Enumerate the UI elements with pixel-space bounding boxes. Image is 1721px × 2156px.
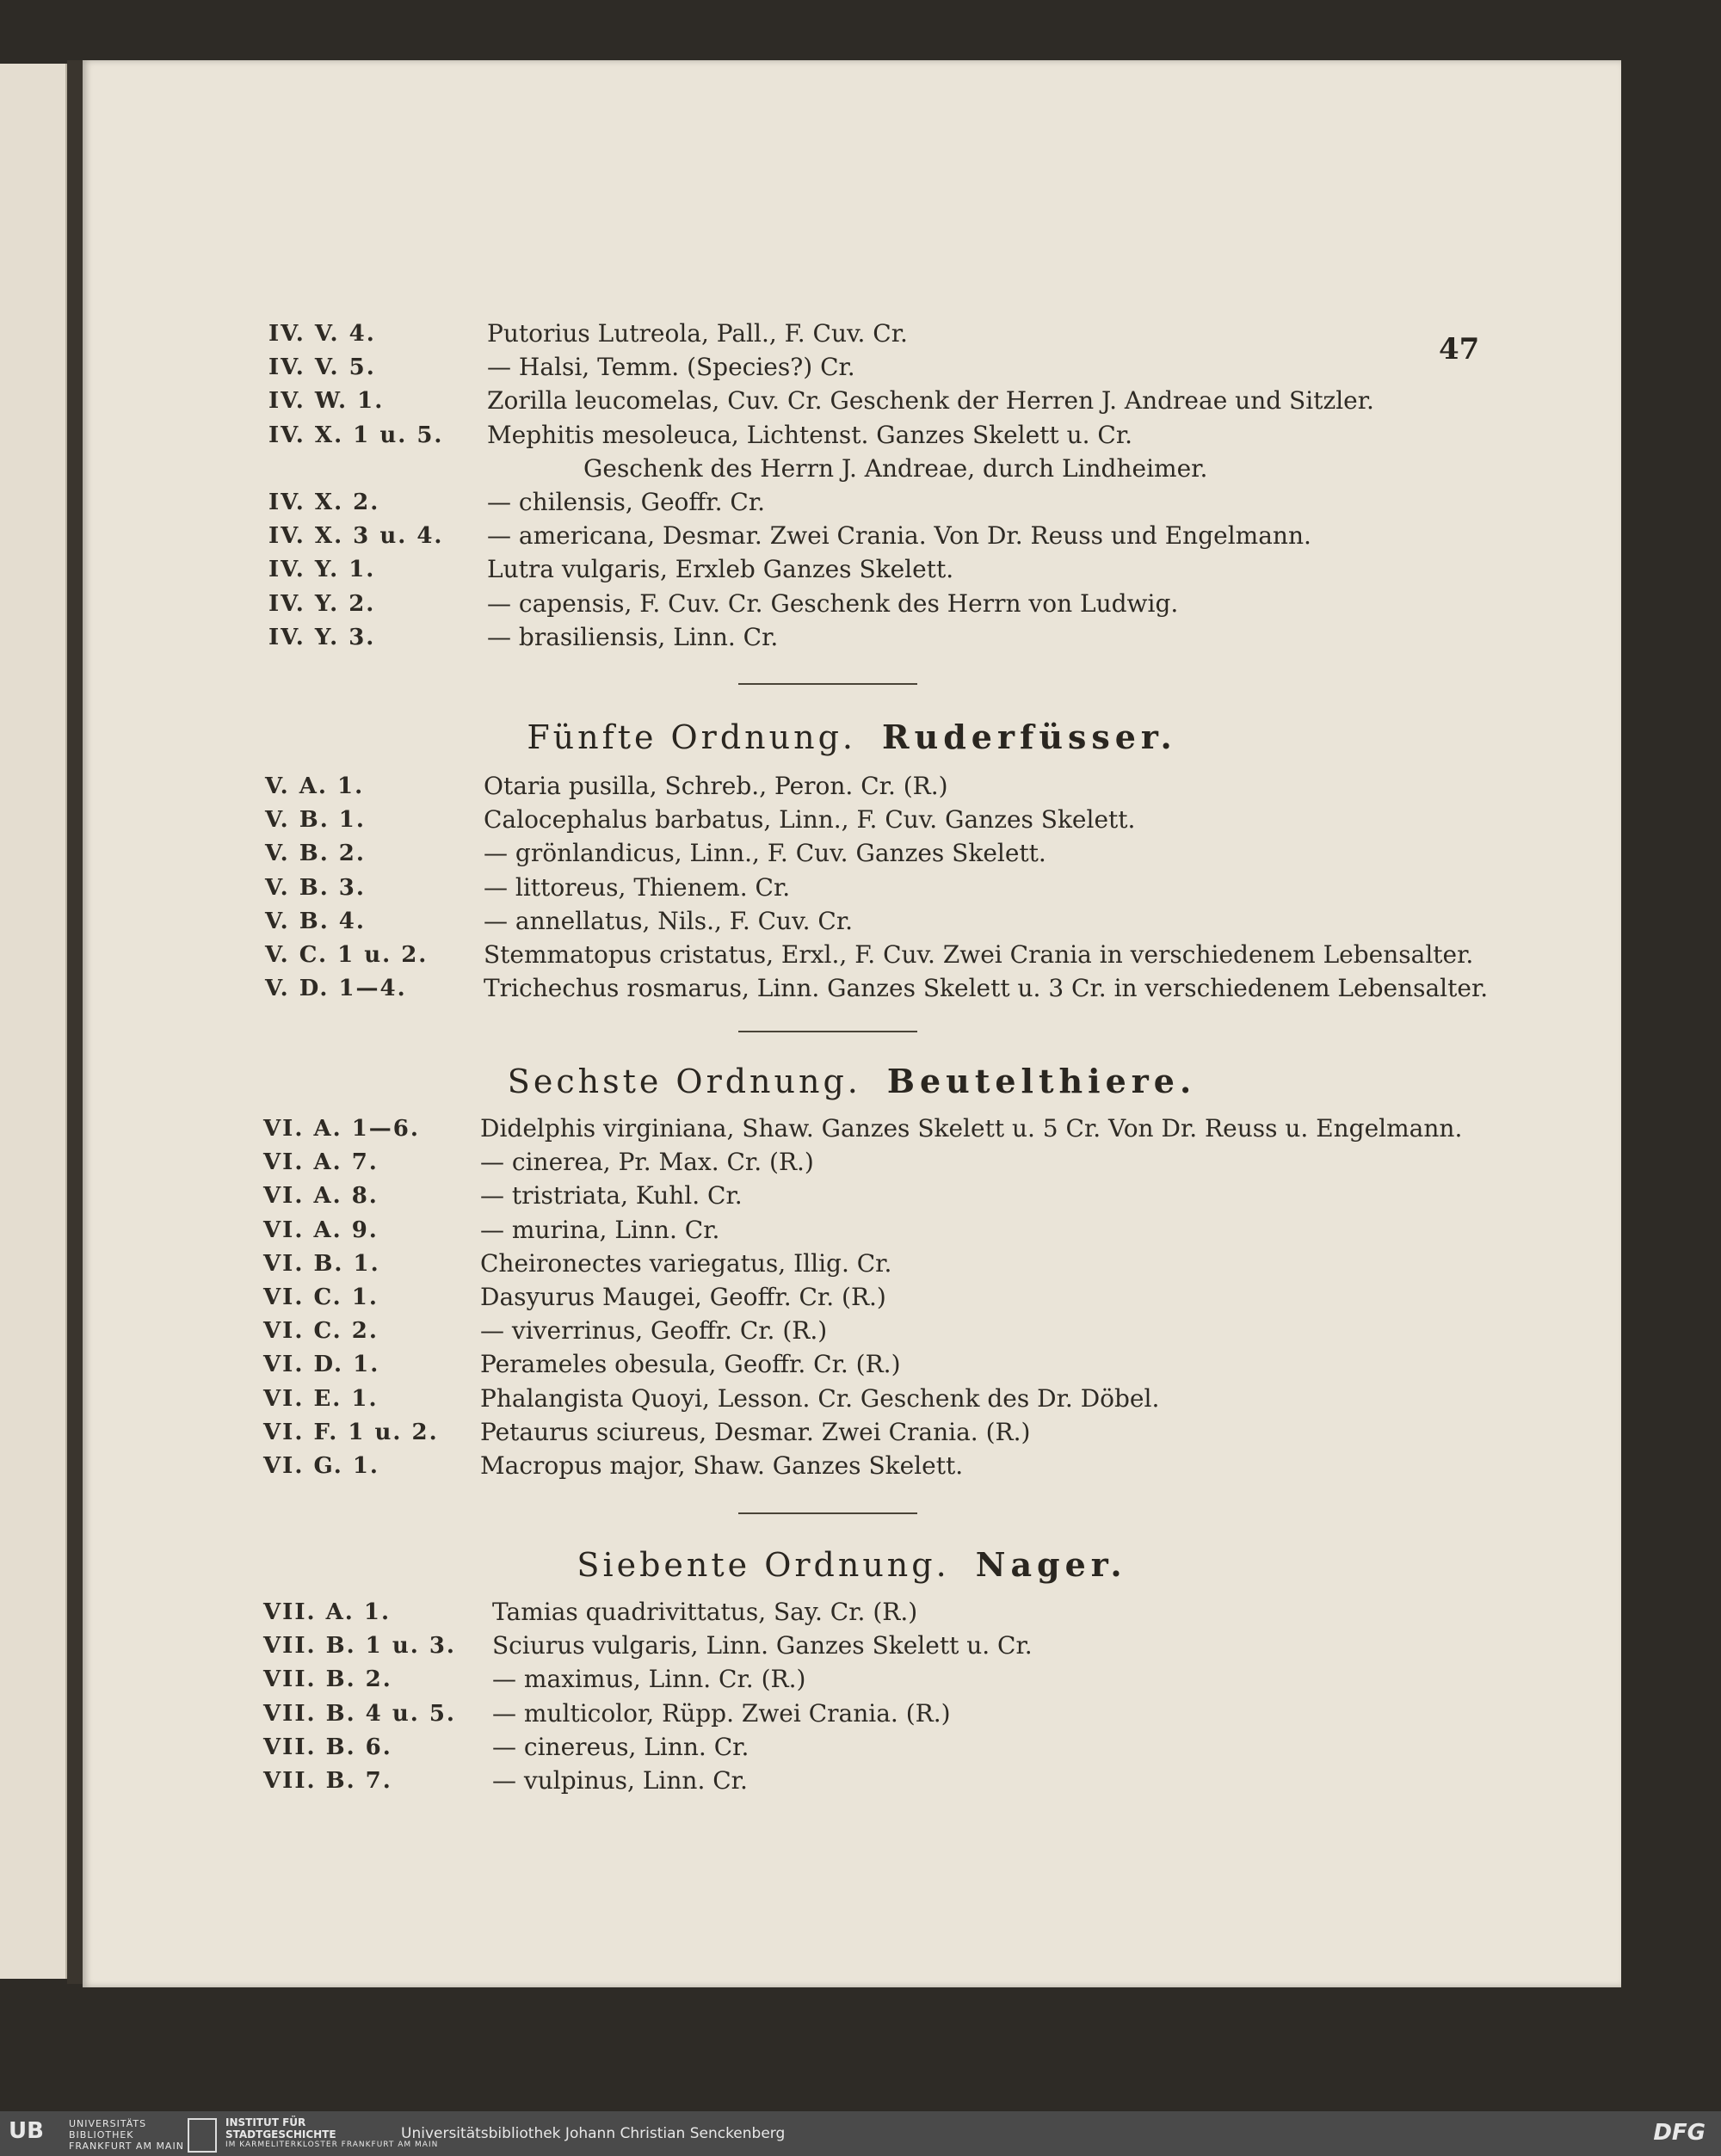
entry-code: VI. C. 2.: [263, 1318, 379, 1345]
entry-description: Tamias quadrivittatus, Say. Cr. (R.): [492, 1598, 918, 1626]
entry-description: Stemmatopus cristatus, Erxl., F. Cuv. Zwei Crania in verschiedenem Lebensalter.: [484, 940, 1474, 969]
institute-logo[interactable]: INSTITUT FÜR STADTGESCHICHTE: [225, 2116, 336, 2141]
entry-code: VI. B. 1.: [263, 1250, 380, 1277]
heading-order-6-label: Sechste Ordnung.: [507, 1063, 861, 1100]
entry-code: VI. A. 7.: [263, 1149, 379, 1176]
entry-code: IV. X. 3 u. 4.: [268, 523, 444, 550]
entry-description: — capensis, F. Cuv. Cr. Geschenk des Herrn von Ludwig.: [487, 588, 1179, 618]
entry-description: — maximus, Linn. Cr. (R.): [492, 1665, 806, 1694]
entry-code: V. C. 1 u. 2.: [265, 942, 429, 968]
entry-description: Mephitis mesoleuca, Lichtenst. Ganzes Skelett u. Cr.: [487, 420, 1133, 449]
entry-description: — cinereus, Linn. Cr.: [492, 1732, 749, 1761]
entry-code: V. B. 1.: [265, 807, 366, 834]
entry-description: — multicolor, Rüpp. Zwei Crania. (R.): [492, 1698, 951, 1728]
heading-order-5-title: Ruderfüsser.: [882, 718, 1177, 756]
library-credit: Universitätsbibliothek Johann Christian Senckenberg: [401, 2125, 786, 2142]
entry-code: V. A. 1.: [265, 773, 365, 799]
entry-description: Zorilla leucomelas, Cuv. Cr. Geschenk der Herren J. Andreae und Sitzler.: [487, 386, 1374, 416]
entry-description: Perameles obesula, Geoffr. Cr. (R.): [480, 1350, 901, 1379]
entry-code: VII. B. 2.: [263, 1666, 392, 1693]
entry-code: IV. Y. 3.: [268, 624, 376, 650]
entry-code: IV. W. 1.: [268, 388, 385, 415]
entry-code: VII. B. 6.: [263, 1734, 392, 1760]
entry-description: Macropus major, Shaw. Ganzes Skelett.: [480, 1451, 964, 1480]
heading-order-5-label: Fünfte Ordnung.: [527, 718, 856, 756]
entry-code: IV. V. 4.: [268, 321, 376, 347]
entry-code: IV. V. 5.: [268, 354, 376, 381]
ub-logo-subtitle: UNIVERSITÄTS BIBLIOTHEK FRANKFURT AM MAIN: [69, 2118, 184, 2152]
entry-code: IV. Y. 1.: [268, 557, 376, 583]
entry-description: Otaria pusilla, Schreb., Peron. Cr. (R.): [484, 772, 948, 800]
heading-order-6: [83, 1062, 1621, 1100]
entry-code: IV. X. 1 u. 5.: [268, 422, 444, 448]
entry-code: VI. A. 8.: [263, 1183, 379, 1210]
heading-order-5: [83, 718, 1621, 756]
entry-code: VII. B. 4 u. 5.: [263, 1700, 456, 1727]
entry-description: — annellatus, Nils., F. Cuv. Cr.: [484, 906, 854, 935]
entry-description: Dasyurus Maugei, Geoffr. Cr. (R.): [480, 1283, 886, 1311]
entry-description: — littoreus, Thienem. Cr.: [484, 872, 791, 902]
heading-order-7-title: Nager.: [975, 1545, 1127, 1584]
institute-logo-icon: [188, 2118, 217, 2153]
entry-code: VI. D. 1.: [263, 1352, 380, 1378]
entry-description: — brasiliensis, Linn. Cr.: [487, 622, 779, 651]
entry-code: VII. A. 1.: [263, 1599, 392, 1625]
entry-description: Didelphis virginiana, Shaw. Ganzes Skelett u. 5 Cr. Von Dr. Reuss u. Engelmann.: [480, 1114, 1463, 1143]
entry-description: — vulpinus, Linn. Cr.: [492, 1766, 748, 1795]
heading-order-7: [83, 1545, 1621, 1584]
entry-code: VI. F. 1 u. 2.: [263, 1419, 439, 1445]
entry-description: Sciurus vulgaris, Linn. Ganzes Skelett u. Cr.: [492, 1631, 1033, 1660]
entry-code: VI. E. 1.: [263, 1385, 379, 1412]
entry-description: Trichechus rosmarus, Linn. Ganzes Skelett u. 3 Cr. in verschiedenem Lebensalter.: [484, 974, 1489, 1003]
entry-description: Petaurus sciureus, Desmar. Zwei Crania. (R.): [480, 1417, 1031, 1446]
section-divider: [738, 1031, 917, 1032]
entry-code: VII. B. 1 u. 3.: [263, 1633, 456, 1660]
entry-code: VI. G. 1.: [263, 1453, 379, 1479]
institute-logo-subtitle: IM KARMELITERKLOSTER FRANKFURT AM MAIN: [225, 2141, 439, 2149]
entry-code: VI. A. 9.: [263, 1217, 379, 1243]
page-number: 47: [1439, 332, 1480, 367]
ub-logo[interactable]: UB: [9, 2118, 44, 2144]
entry-description: — Halsi, Temm. (Species?) Cr.: [487, 353, 855, 382]
entry-description: Lutra vulgaris, Erxleb Ganzes Skelett.: [487, 555, 954, 584]
entry-description: — murina, Linn. Cr.: [480, 1215, 720, 1244]
entry-description: — viverrinus, Geoffr. Cr. (R.): [480, 1316, 828, 1346]
entry-description: — tristriata, Kuhl. Cr.: [480, 1181, 743, 1210]
entry-description: — americana, Desmar. Zwei Crania. Von Dr. Reuss und Engelmann.: [487, 521, 1311, 551]
entry-description: — chilensis, Geoffr. Cr.: [487, 488, 766, 516]
entry-code: V. B. 2.: [265, 841, 366, 867]
entry-description: — grönlandicus, Linn., F. Cuv. Ganzes Skelett.: [484, 839, 1046, 868]
entry-description: Putorius Lutreola, Pall., F. Cuv. Cr.: [487, 319, 908, 348]
entry-code: V. B. 3.: [265, 874, 366, 901]
footer-bar: [0, 2111, 1721, 2156]
entry-code: V. B. 4.: [265, 908, 366, 934]
heading-order-7-label: Siebente Ordnung.: [577, 1546, 950, 1584]
entry-description: Calocephalus barbatus, Linn., F. Cuv. Ganzes Skelett.: [484, 805, 1136, 835]
entry-code: VII. B. 7.: [263, 1768, 392, 1794]
entry-description: Geschenk des Herrn J. Andreae, durch Lindheimer.: [583, 453, 1208, 483]
facing-page-edge: [0, 64, 67, 1979]
entry-code: IV. X. 2.: [268, 490, 380, 515]
entry-description: — cinerea, Pr. Max. Cr. (R.): [480, 1148, 814, 1177]
book-gutter: [67, 60, 83, 1984]
dfg-logo[interactable]: DFG: [1653, 2120, 1706, 2146]
entry-description: Cheironectes variegatus, Illig. Cr.: [480, 1248, 892, 1278]
entry-description: Phalangista Quoyi, Lesson. Cr. Geschenk des Dr. Döbel.: [480, 1383, 1160, 1413]
section-divider: [738, 683, 917, 685]
document-page: [83, 60, 1621, 1987]
entry-code: V. D. 1—4.: [265, 976, 407, 1002]
entry-code: IV. Y. 2.: [268, 590, 376, 617]
heading-order-6-title: Beutelthiere.: [886, 1062, 1197, 1100]
entry-code: VI. A. 1—6.: [263, 1116, 420, 1142]
entry-code: VI. C. 1.: [263, 1284, 379, 1310]
section-divider: [738, 1512, 917, 1514]
